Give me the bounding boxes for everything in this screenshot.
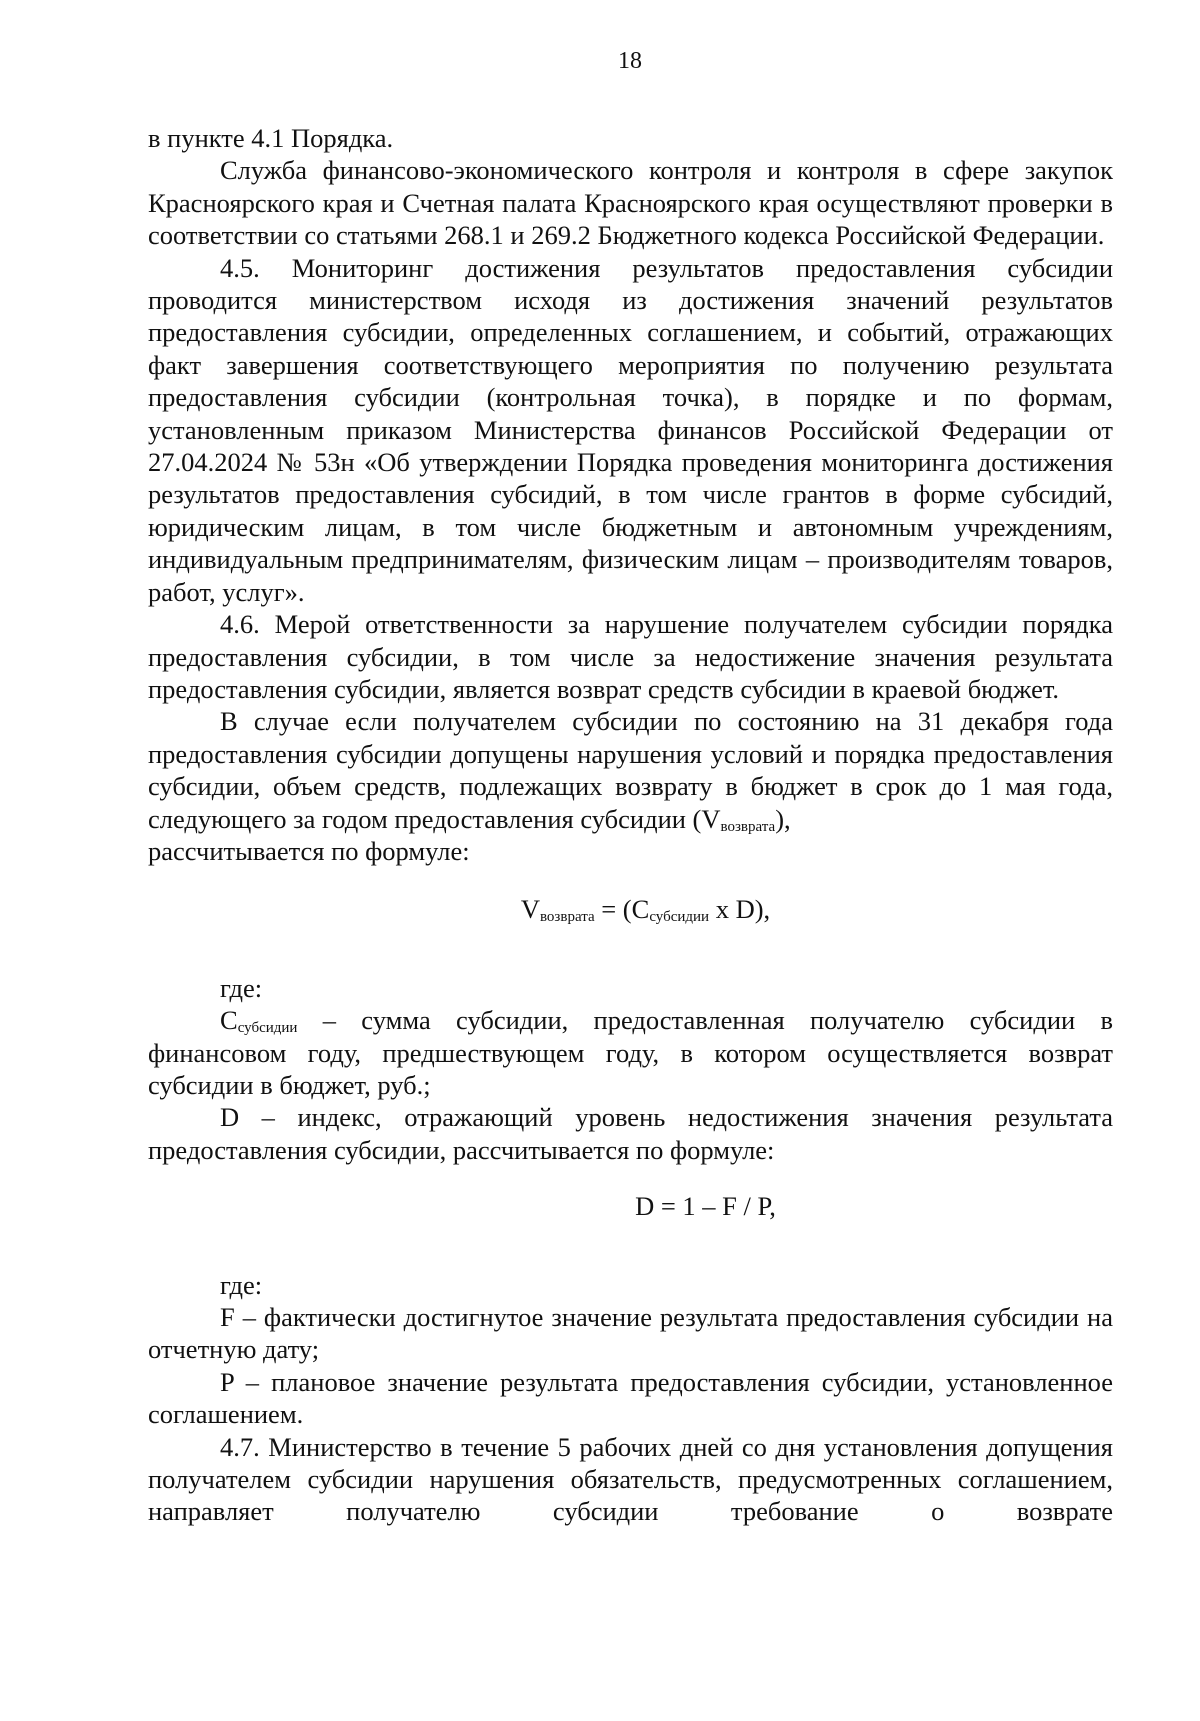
formula-d-index: D = 1 – F / P, bbox=[635, 1191, 776, 1222]
formula-v-subscript: возврата bbox=[539, 909, 595, 926]
document-body bbox=[148, 122, 1113, 1528]
paragraph-control-service: Служба финансово-экономического контроля и контроля в сфере закупок Красноярского края и Счетная палата Красноярского края осуществляют проверки в соответствии со статьями 268.1 и 269.2 Бюджетного кодекса Российской Федерации. bbox=[148, 155, 1113, 251]
paragraph-4-6-responsibility: 4.6. Мерой ответственности за нарушение получателем субсидии порядка предоставления субсидии, в том числе за недостижение значения результата предоставления субсидии, является возврат средств субсидии в краевой бюджет. bbox=[148, 609, 1113, 704]
definition-c-letter: С bbox=[220, 1005, 238, 1036]
refund-case-text: В случае если получателем субсидии по состоянию на 31 декабря года предоставления субсидии допущены нарушения условий и порядка предоставления субсидии, объем средств, подлежащих возврату в бюджет в срок до 1 мая года, следующего за годом предоставления субсидии (V bbox=[148, 706, 1113, 834]
page-number: 18 bbox=[618, 48, 642, 74]
refund-case-end: рассчитывается по формуле: bbox=[148, 835, 470, 866]
refund-case-subscript: возврата bbox=[720, 818, 776, 835]
definition-d-index: D – индекс, отражающий уровень недостижения значения результата предоставления субсидии, рассчитывается по формуле: bbox=[148, 1102, 1113, 1165]
paragraph-4-5-monitoring: 4.5. Мониторинг достижения результатов предоставления субсидии проводится министерством исходя из достижения значений результатов предоставления субсидии, определенных соглашением, и событий, отражающих факт завершения соответствующего мероприятия по получению результата предоставления субсидии (контрольная точка), в порядке и по формам, установленным приказом Министерства финансов Российской Федерации от 27.04.2024 № 53н «Об утверждении Порядка проведения мониторинга достижения результатов предоставления субсидий, в том числе грантов в форме субсидий, юридическим лицам, в том числе бюджетным и автономным учреждениям, индивидуальным предпринимателям, физическим лицам – производителям товаров, работ, услуг». bbox=[148, 252, 1113, 607]
where-label-1: где: bbox=[220, 972, 263, 1003]
definition-c-text: – сумма субсидии, предоставленная получателю субсидии в финансовом году, предшествующем году, в котором осуществляется возврат субсидии в бюджет, руб.; bbox=[148, 1005, 1113, 1100]
refund-case-tail: ), bbox=[775, 803, 791, 834]
paragraph-continuation: в пункте 4.1 Порядка. bbox=[148, 123, 394, 153]
definition-p-planned: P – плановое значение результата предоставления субсидии, установленное соглашением. bbox=[148, 1366, 1113, 1430]
definition-c-subsidy bbox=[148, 1004, 1113, 1101]
formula-c-subscript: субсидии bbox=[649, 909, 710, 926]
where-label-2: где: bbox=[220, 1269, 263, 1300]
paragraph-refund-case bbox=[148, 705, 1113, 867]
definition-c-subscript: субсидии bbox=[237, 1020, 298, 1037]
formula-refund-volume bbox=[148, 893, 1113, 925]
paragraph-4-7-ministry: 4.7. Министерство в течение 5 рабочих дней со дня установления допущения получателем субсидии нарушения обязательств, предусмотренных соглашением, направляет получателю субсидии требование о возврате bbox=[148, 1431, 1113, 1527]
formula-end: x D), bbox=[709, 894, 771, 925]
definition-f-actual: F – фактически достигнутое значение результата предоставления субсидии на отчетную дату; bbox=[148, 1302, 1113, 1365]
formula-mid: = (С bbox=[594, 894, 650, 925]
formula-v: V bbox=[520, 894, 540, 925]
